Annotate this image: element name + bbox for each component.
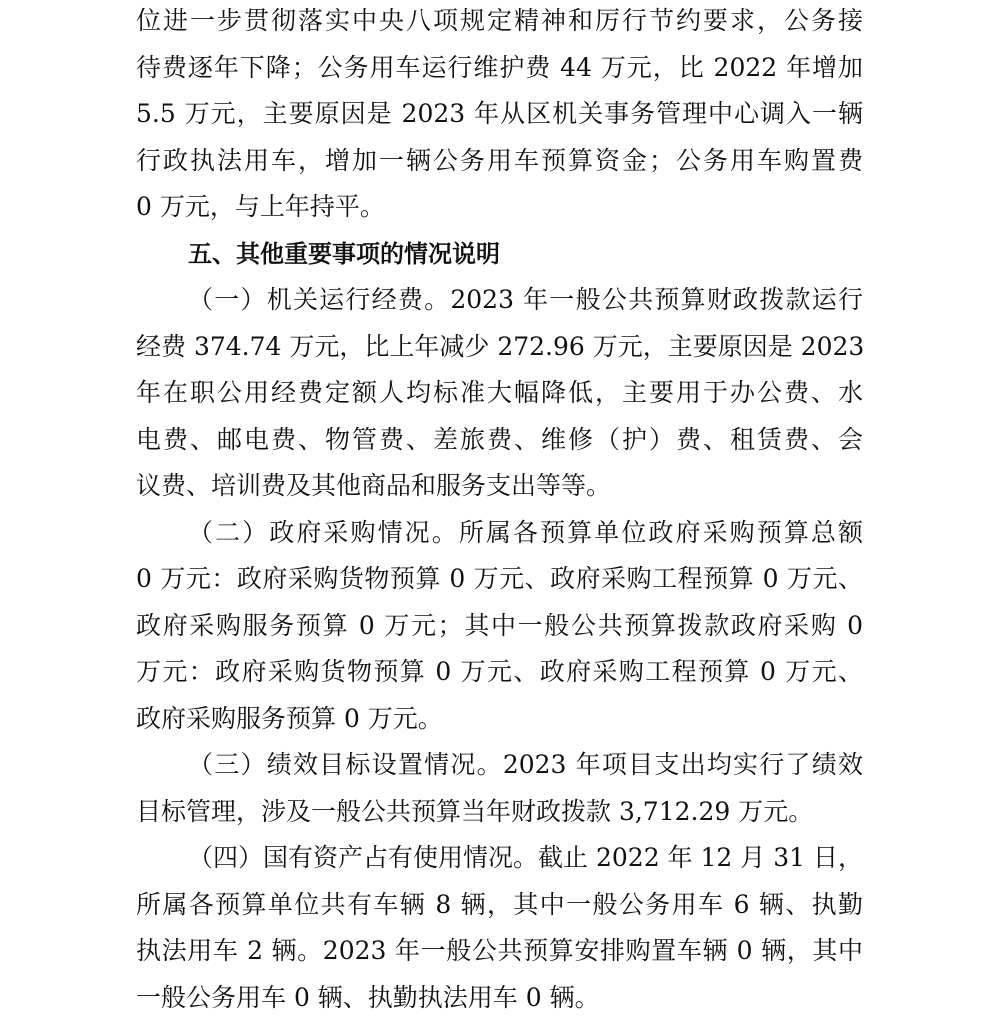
text-line: 位进一步贯彻落实中央八项规定精神和厉行节约要求，公务接 [136,6,863,35]
section-heading: 五、其他重要事项的情况说明 [188,239,500,268]
text-line: （四）国有资产占有使用情况。截止 2022 年 12 月 31 日， [188,843,863,872]
text-line: 一般公务用车 0 辆、执勤执法用车 0 辆。 [136,982,600,1012]
text-line: 年在职公用经费定额人均标准大幅降低，主要用于办公费、水 [136,378,863,407]
text-line: 经费 374.74 万元，比上年减少 272.96 万元，主要原因是 2023 [136,331,865,361]
item-performance-targets [136,742,863,835]
text-line: 议费、培训费及其他商品和服务支出等等。 [136,471,612,500]
document-page [136,0,863,1021]
item-government-procurement [136,510,863,743]
text-line: 电费、邮电费、物管费、差旅费、维修（护）费、租赁费、会 [136,424,863,454]
text-line: 目标管理，涉及一般公共预算当年财政拨款 3,712.29 万元。 [136,796,814,826]
text-line: 行政执法用车，增加一辆公务用车预算资金；公务用车购置费 [136,145,863,175]
text-line: 待费逐年下降；公务用车运行维护费 44 万元，比 2022 年增加 [136,52,863,82]
text-line: 执法用车 2 辆。2023 年一般公共预算安排购置车辆 0 辆，其中 [136,936,863,965]
text-line: （三）绩效目标设置情况。2023 年项目支出均实行了绩效 [188,750,863,779]
text-line: 政府采购服务预算 0 万元。 [136,703,443,733]
paragraph-official-vehicle [136,0,863,231]
text-line: 万元：政府采购货物预算 0 万元、政府采购工程预算 0 万元、 [136,657,863,686]
text-line: 0 万元：政府采购货物预算 0 万元、政府采购工程预算 0 万元、 [136,564,863,593]
text-line: 5.5 万元，主要原因是 2023 年从区机关事务管理中心调入一辆 [136,99,863,128]
text-line: （二）政府采购情况。所属各预算单位政府采购预算总额 [188,517,863,547]
text-line: （一）机关运行经费。2023 年一般公共预算财政拨款运行 [188,285,863,314]
item-operating-expenses [136,277,863,510]
text-line: 0 万元，与上年持平。 [136,192,385,221]
item-state-assets [136,835,863,1021]
text-line: 所属各预算单位共有车辆 8 辆，其中一般公务用车 6 辆、执勤 [136,889,863,919]
text-line: 政府采购服务预算 0 万元；其中一般公共预算拨款政府采购 0 [136,610,863,640]
